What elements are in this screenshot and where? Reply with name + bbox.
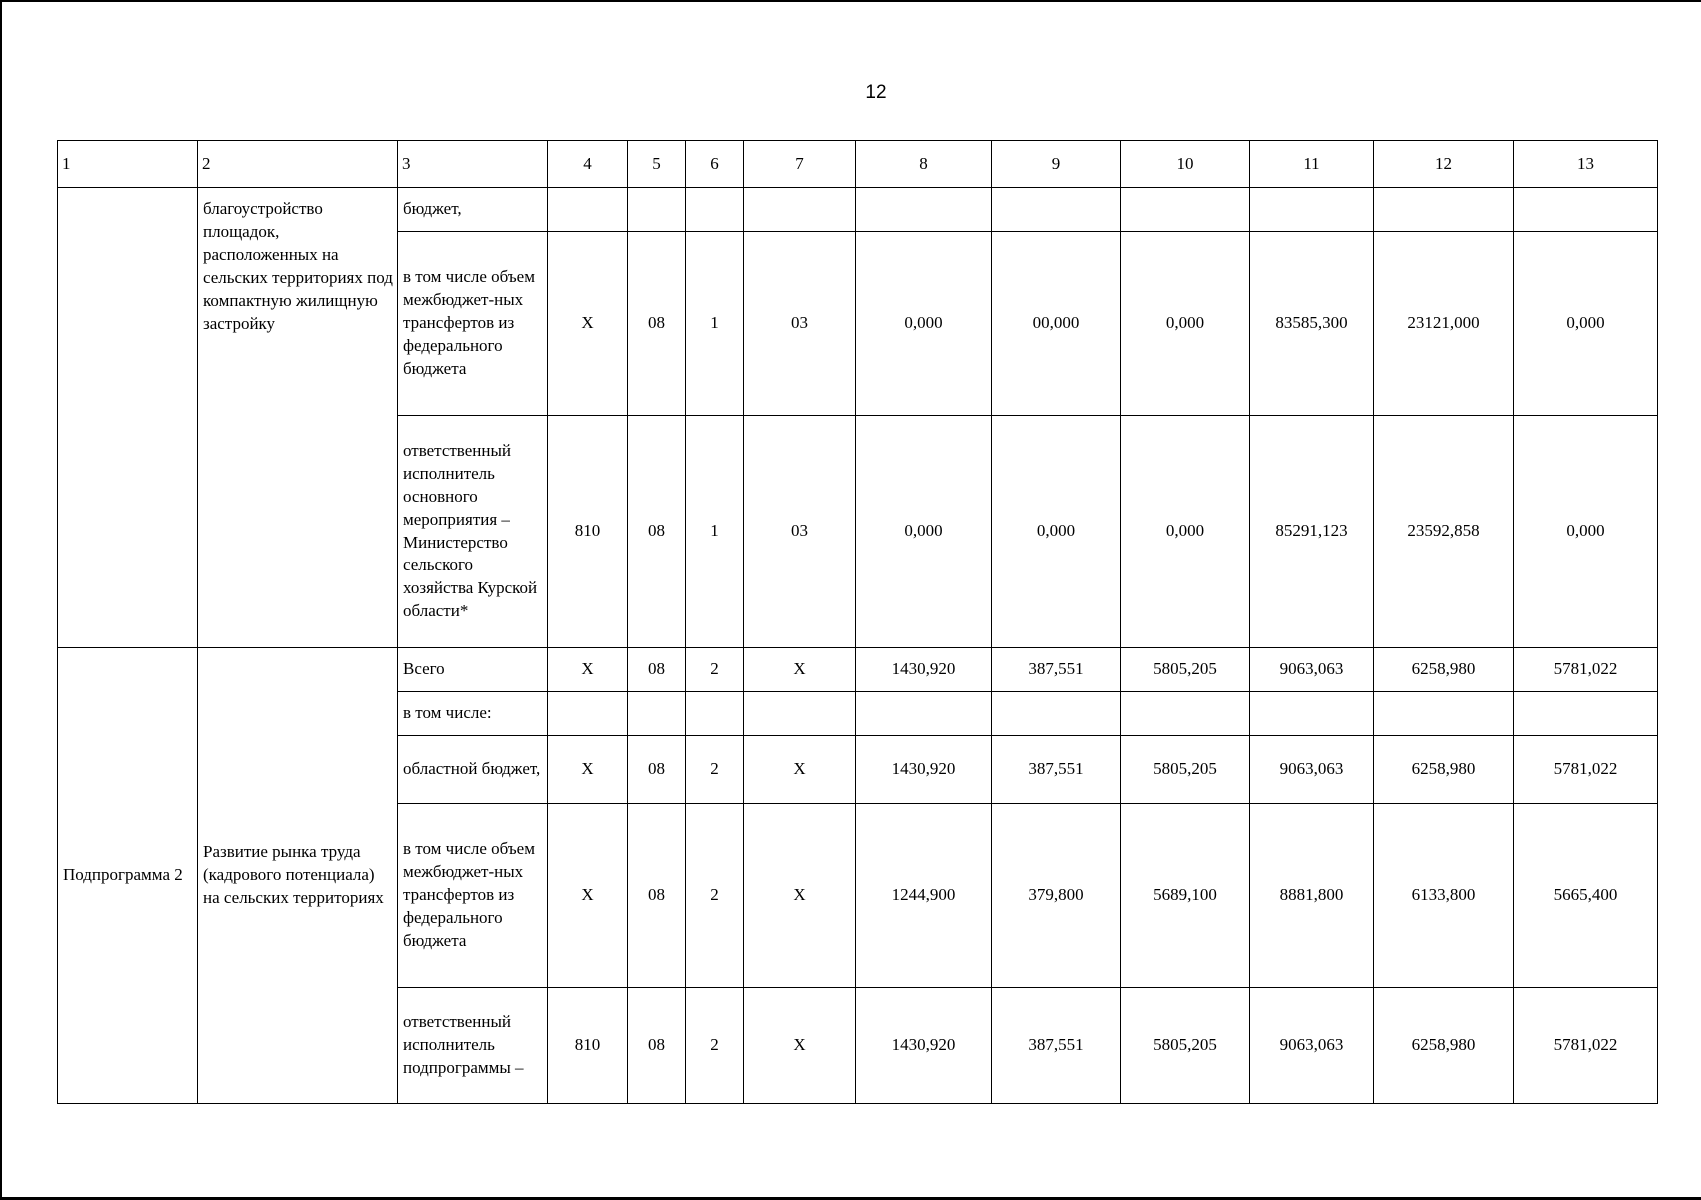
value-cell: 0,000 [856, 232, 992, 416]
value-cell [548, 188, 628, 232]
value-cell: 9063,063 [1250, 736, 1374, 804]
event-name-cell: Развитие рынка труда (кадрового потенциала) на сельских территориях [198, 648, 398, 1104]
value-cell: 85291,123 [1250, 416, 1374, 648]
value-cell: 0,000 [1514, 416, 1658, 648]
value-cell: 5805,205 [1121, 736, 1250, 804]
value-cell: 2 [686, 804, 744, 988]
value-cell: 8881,800 [1250, 804, 1374, 988]
value-cell: 379,800 [992, 804, 1121, 988]
program-name-cell [58, 188, 198, 648]
value-cell: X [744, 804, 856, 988]
page-frame-top [0, 0, 1701, 2]
funding-source-cell: в том числе объем межбюджет-ных трансфертов из федерального бюджета [398, 804, 548, 988]
value-cell: 5805,205 [1121, 648, 1250, 692]
header-cell-2: 2 [198, 141, 398, 188]
value-cell: 387,551 [992, 736, 1121, 804]
value-cell [548, 692, 628, 736]
value-cell [1121, 188, 1250, 232]
value-cell: 387,551 [992, 988, 1121, 1104]
value-cell: 00,000 [992, 232, 1121, 416]
value-cell: 2 [686, 988, 744, 1104]
value-cell: 0,000 [856, 416, 992, 648]
value-cell: 1 [686, 416, 744, 648]
value-cell [628, 692, 686, 736]
value-cell [1250, 188, 1374, 232]
header-cell-12: 12 [1374, 141, 1514, 188]
value-cell: 810 [548, 988, 628, 1104]
header-cell-9: 9 [992, 141, 1121, 188]
value-cell: 6258,980 [1374, 988, 1514, 1104]
value-cell [686, 692, 744, 736]
value-cell: X [744, 648, 856, 692]
value-cell: 08 [628, 232, 686, 416]
funding-source-cell: Всего [398, 648, 548, 692]
value-cell: 810 [548, 416, 628, 648]
value-cell: 5781,022 [1514, 736, 1658, 804]
value-cell: 0,000 [992, 416, 1121, 648]
funding-source-cell: бюджет, [398, 188, 548, 232]
page-frame-left [0, 0, 2, 1200]
page-number: 12 [865, 82, 887, 103]
funding-source-cell: ответственный исполнитель подпрограммы – [398, 988, 548, 1104]
value-cell: 1 [686, 232, 744, 416]
value-cell: 2 [686, 736, 744, 804]
funding-source-cell: в том числе: [398, 692, 548, 736]
value-cell: 1430,920 [856, 648, 992, 692]
value-cell: 1244,900 [856, 804, 992, 988]
value-cell: X [548, 232, 628, 416]
value-cell [1374, 188, 1514, 232]
value-cell: 6258,980 [1374, 648, 1514, 692]
header-cell-3: 3 [398, 141, 548, 188]
value-cell: 08 [628, 648, 686, 692]
value-cell: 23592,858 [1374, 416, 1514, 648]
value-cell: 5689,100 [1121, 804, 1250, 988]
value-cell: 03 [744, 416, 856, 648]
value-cell: 6133,800 [1374, 804, 1514, 988]
budget-table [57, 140, 1658, 1104]
value-cell [628, 188, 686, 232]
header-row [58, 141, 1658, 188]
header-cell-11: 11 [1250, 141, 1374, 188]
header-cell-13: 13 [1514, 141, 1658, 188]
value-cell: 9063,063 [1250, 648, 1374, 692]
value-cell [686, 188, 744, 232]
header-cell-1: 1 [58, 141, 198, 188]
value-cell: X [548, 648, 628, 692]
header-cell-10: 10 [1121, 141, 1250, 188]
value-cell: 9063,063 [1250, 988, 1374, 1104]
value-cell [1514, 692, 1658, 736]
header-cell-8: 8 [856, 141, 992, 188]
header-cell-7: 7 [744, 141, 856, 188]
value-cell: X [548, 736, 628, 804]
value-cell: 1430,920 [856, 988, 992, 1104]
funding-source-cell: областной бюджет, [398, 736, 548, 804]
value-cell [856, 692, 992, 736]
value-cell: 0,000 [1514, 232, 1658, 416]
value-cell: 08 [628, 416, 686, 648]
value-cell: 1430,920 [856, 736, 992, 804]
funding-source-cell: ответственный исполнитель основного мероприятия – Министерство сельского хозяйства Курской области* [398, 416, 548, 648]
value-cell: 5781,022 [1514, 988, 1658, 1104]
value-cell [992, 188, 1121, 232]
value-cell: 387,551 [992, 648, 1121, 692]
value-cell: 0,000 [1121, 416, 1250, 648]
table-row [58, 188, 1658, 232]
value-cell: 23121,000 [1374, 232, 1514, 416]
value-cell: 5805,205 [1121, 988, 1250, 1104]
value-cell: X [548, 804, 628, 988]
value-cell: 83585,300 [1250, 232, 1374, 416]
value-cell [744, 188, 856, 232]
value-cell [1121, 692, 1250, 736]
value-cell [1514, 188, 1658, 232]
value-cell: 0,000 [1121, 232, 1250, 416]
value-cell: 08 [628, 804, 686, 988]
value-cell: 6258,980 [1374, 736, 1514, 804]
value-cell: 08 [628, 736, 686, 804]
header-cell-4: 4 [548, 141, 628, 188]
value-cell: X [744, 736, 856, 804]
table-row [58, 648, 1658, 692]
value-cell: X [744, 988, 856, 1104]
value-cell: 03 [744, 232, 856, 416]
value-cell: 5665,400 [1514, 804, 1658, 988]
event-name-cell: благоустройство площадок, расположенных на сельских территориях под компактную жилищную застройку [198, 188, 398, 648]
value-cell [1374, 692, 1514, 736]
program-name-cell: Подпрограмма 2 [58, 648, 198, 1104]
value-cell: 2 [686, 648, 744, 692]
value-cell: 08 [628, 988, 686, 1104]
value-cell: 5781,022 [1514, 648, 1658, 692]
header-cell-5: 5 [628, 141, 686, 188]
value-cell [744, 692, 856, 736]
value-cell [856, 188, 992, 232]
header-cell-6: 6 [686, 141, 744, 188]
value-cell [1250, 692, 1374, 736]
value-cell [992, 692, 1121, 736]
funding-source-cell: в том числе объем межбюджет-ных трансфертов из федерального бюджета [398, 232, 548, 416]
